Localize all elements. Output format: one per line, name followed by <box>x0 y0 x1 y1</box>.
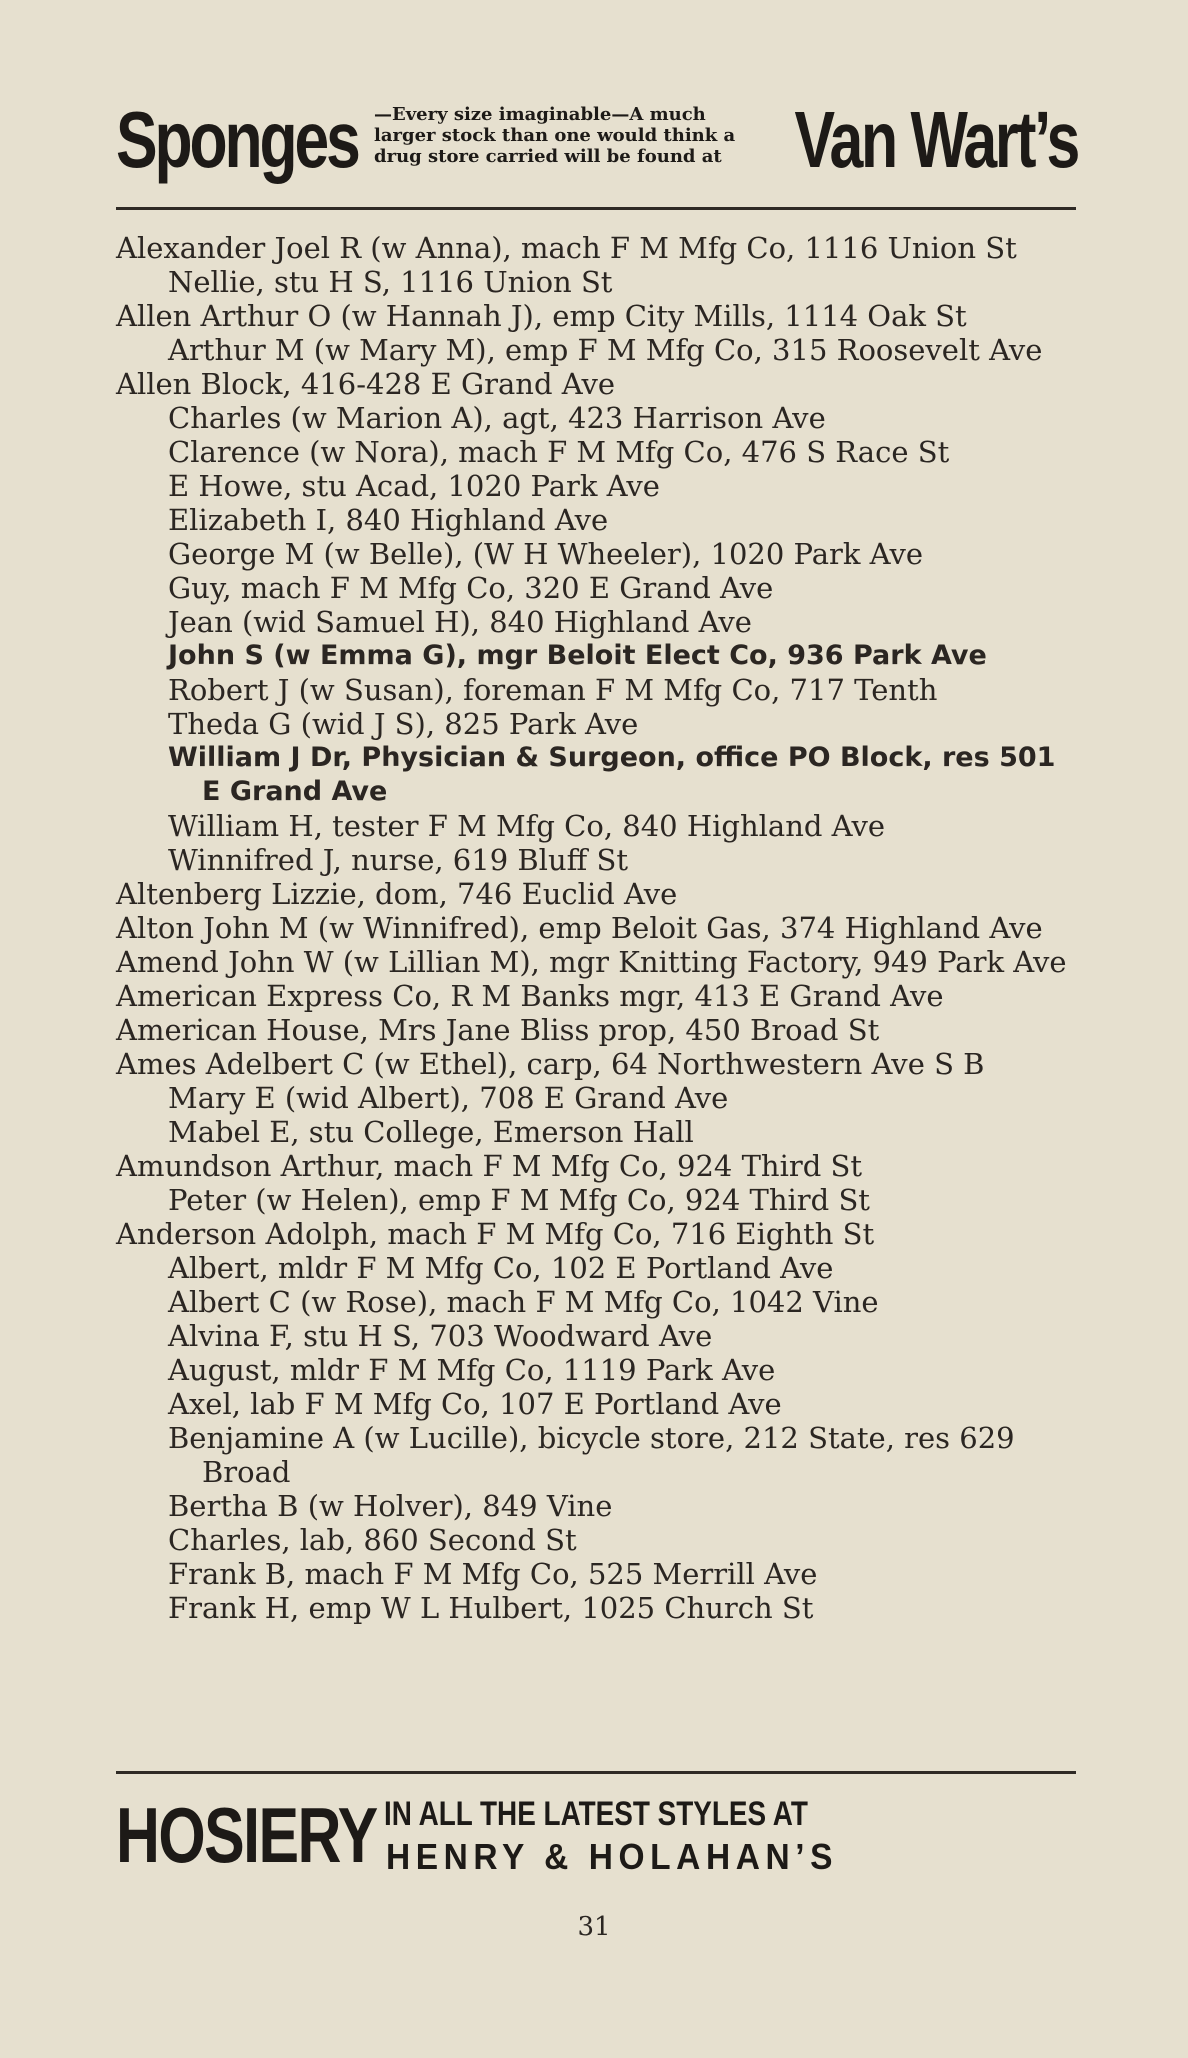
hosiery-advertisement <box>116 1790 1078 1890</box>
directory-subentry: Robert J (w Susan), foreman F M Mfg Co, 717 Tenth <box>168 673 938 707</box>
top-divider <box>116 207 1076 210</box>
directory-subentry: Charles, lab, 860 Second St <box>168 1523 577 1557</box>
directory-entry: Ames Adelbert C (w Ethel), carp, 64 Northwestern Ave S B <box>116 1047 985 1081</box>
directory-subentry: August, mldr F M Mfg Co, 1119 Park Ave <box>168 1353 776 1387</box>
directory-entry: Anderson Adolph, mach F M Mfg Co, 716 Eighth St <box>116 1217 875 1251</box>
bottom-divider <box>116 1771 1076 1774</box>
directory-subentry: William H, tester F M Mfg Co, 840 Highland Ave <box>168 809 885 843</box>
directory-subentry: Elizabeth I, 840 Highland Ave <box>168 503 609 537</box>
directory-subentry: Bertha B (w Holver), 849 Vine <box>168 1489 613 1523</box>
directory-subentry: Clarence (w Nora), mach F M Mfg Co, 476 S Race St <box>168 435 950 469</box>
directory-subentry: Mary E (wid Albert), 708 E Grand Ave <box>168 1081 729 1115</box>
directory-subentry: Arthur M (w Mary M), emp F M Mfg Co, 315 Roosevelt Ave <box>168 333 1043 367</box>
ad-headline-right: Van Wart’s <box>794 95 1078 184</box>
directory-subentry: Jean (wid Samuel H), 840 Highland Ave <box>168 605 752 639</box>
directory-subentry: Albert, mldr F M Mfg Co, 102 E Portland Ave <box>168 1251 834 1285</box>
directory-entry: American House, Mrs Jane Bliss prop, 450 Broad St <box>116 1013 880 1047</box>
directory-subentry: Peter (w Helen), emp F M Mfg Co, 924 Third St <box>168 1183 870 1217</box>
ad-headline-left: Sponges <box>116 95 358 184</box>
directory-listing <box>116 231 1080 1625</box>
directory-subentry: Mabel E, stu College, Emerson Hall <box>168 1115 694 1149</box>
ad-store-name: HENRY & HOLAHAN’S <box>386 1836 839 1877</box>
directory-subentry: Alvina F, stu H S, 703 Woodward Ave <box>168 1319 713 1353</box>
directory-entry: Amundson Arthur, mach F M Mfg Co, 924 Third St <box>116 1149 863 1183</box>
directory-subentry: Albert C (w Rose), mach F M Mfg Co, 1042 Vine <box>168 1285 879 1319</box>
directory-entry: Alton John M (w Winnifred), emp Beloit Gas, 374 Highland Ave <box>116 911 1043 945</box>
directory-entry: Amend John W (w Lillian M), mgr Knitting Factory, 949 Park Ave <box>116 945 1067 979</box>
directory-subentry: Nellie, stu H S, 1116 Union St <box>168 265 613 299</box>
directory-subentry: Guy, mach F M Mfg Co, 320 E Grand Ave <box>168 571 774 605</box>
directory-subentry: John S (w Emma G), mgr Beloit Elect Co, 936 Park Ave <box>168 640 987 671</box>
directory-subentry: Benjamine A (w Lucille), bicycle store, 212 State, res 629 Broad <box>168 1421 1015 1489</box>
directory-subentry: William J Dr, Physician & Surgeon, office PO Block, res 501 E Grand Ave <box>168 742 1056 807</box>
directory-entry: Allen Arthur O (w Hannah J), emp City Mills, 1114 Oak St <box>116 299 967 333</box>
directory-entry: Altenberg Lizzie, dom, 746 Euclid Ave <box>116 877 678 911</box>
sponges-advertisement <box>116 92 1078 192</box>
ad-body-line: drug store carried will be found at <box>374 146 722 167</box>
directory-subentry: George M (w Belle), (W H Wheeler), 1020 Park Ave <box>168 537 923 571</box>
directory-entry: American Express Co, R M Banks mgr, 413 E Grand Ave <box>116 979 944 1013</box>
directory-entry: Allen Block, 416-428 E Grand Ave <box>116 367 616 401</box>
directory-subentry: E Howe, stu Acad, 1020 Park Ave <box>168 469 660 503</box>
directory-subentry: Axel, lab F M Mfg Co, 107 E Portland Ave <box>168 1387 782 1421</box>
directory-subentry: Frank H, emp W L Hulbert, 1025 Church St <box>168 1591 814 1625</box>
ad-body-line: larger stock than one would think a <box>374 125 736 146</box>
directory-subentry: Charles (w Marion A), agt, 423 Harrison Ave <box>168 401 826 435</box>
ad-headline: HOSIERY <box>116 1791 377 1879</box>
page-number: 31 <box>577 1912 611 1942</box>
directory-subentry: Theda G (wid J S), 825 Park Ave <box>168 707 639 741</box>
ad-tagline: IN ALL THE LATEST STYLES AT <box>384 1795 808 1833</box>
directory-subentry: Frank B, mach F M Mfg Co, 525 Merrill Ave <box>168 1557 818 1591</box>
ad-body-line: —Every size imaginable—A much <box>374 104 706 125</box>
directory-subentry: Winnifred J, nurse, 619 Bluff St <box>168 843 628 877</box>
directory-entry: Alexander Joel R (w Anna), mach F M Mfg Co, 1116 Union St <box>116 231 1017 265</box>
